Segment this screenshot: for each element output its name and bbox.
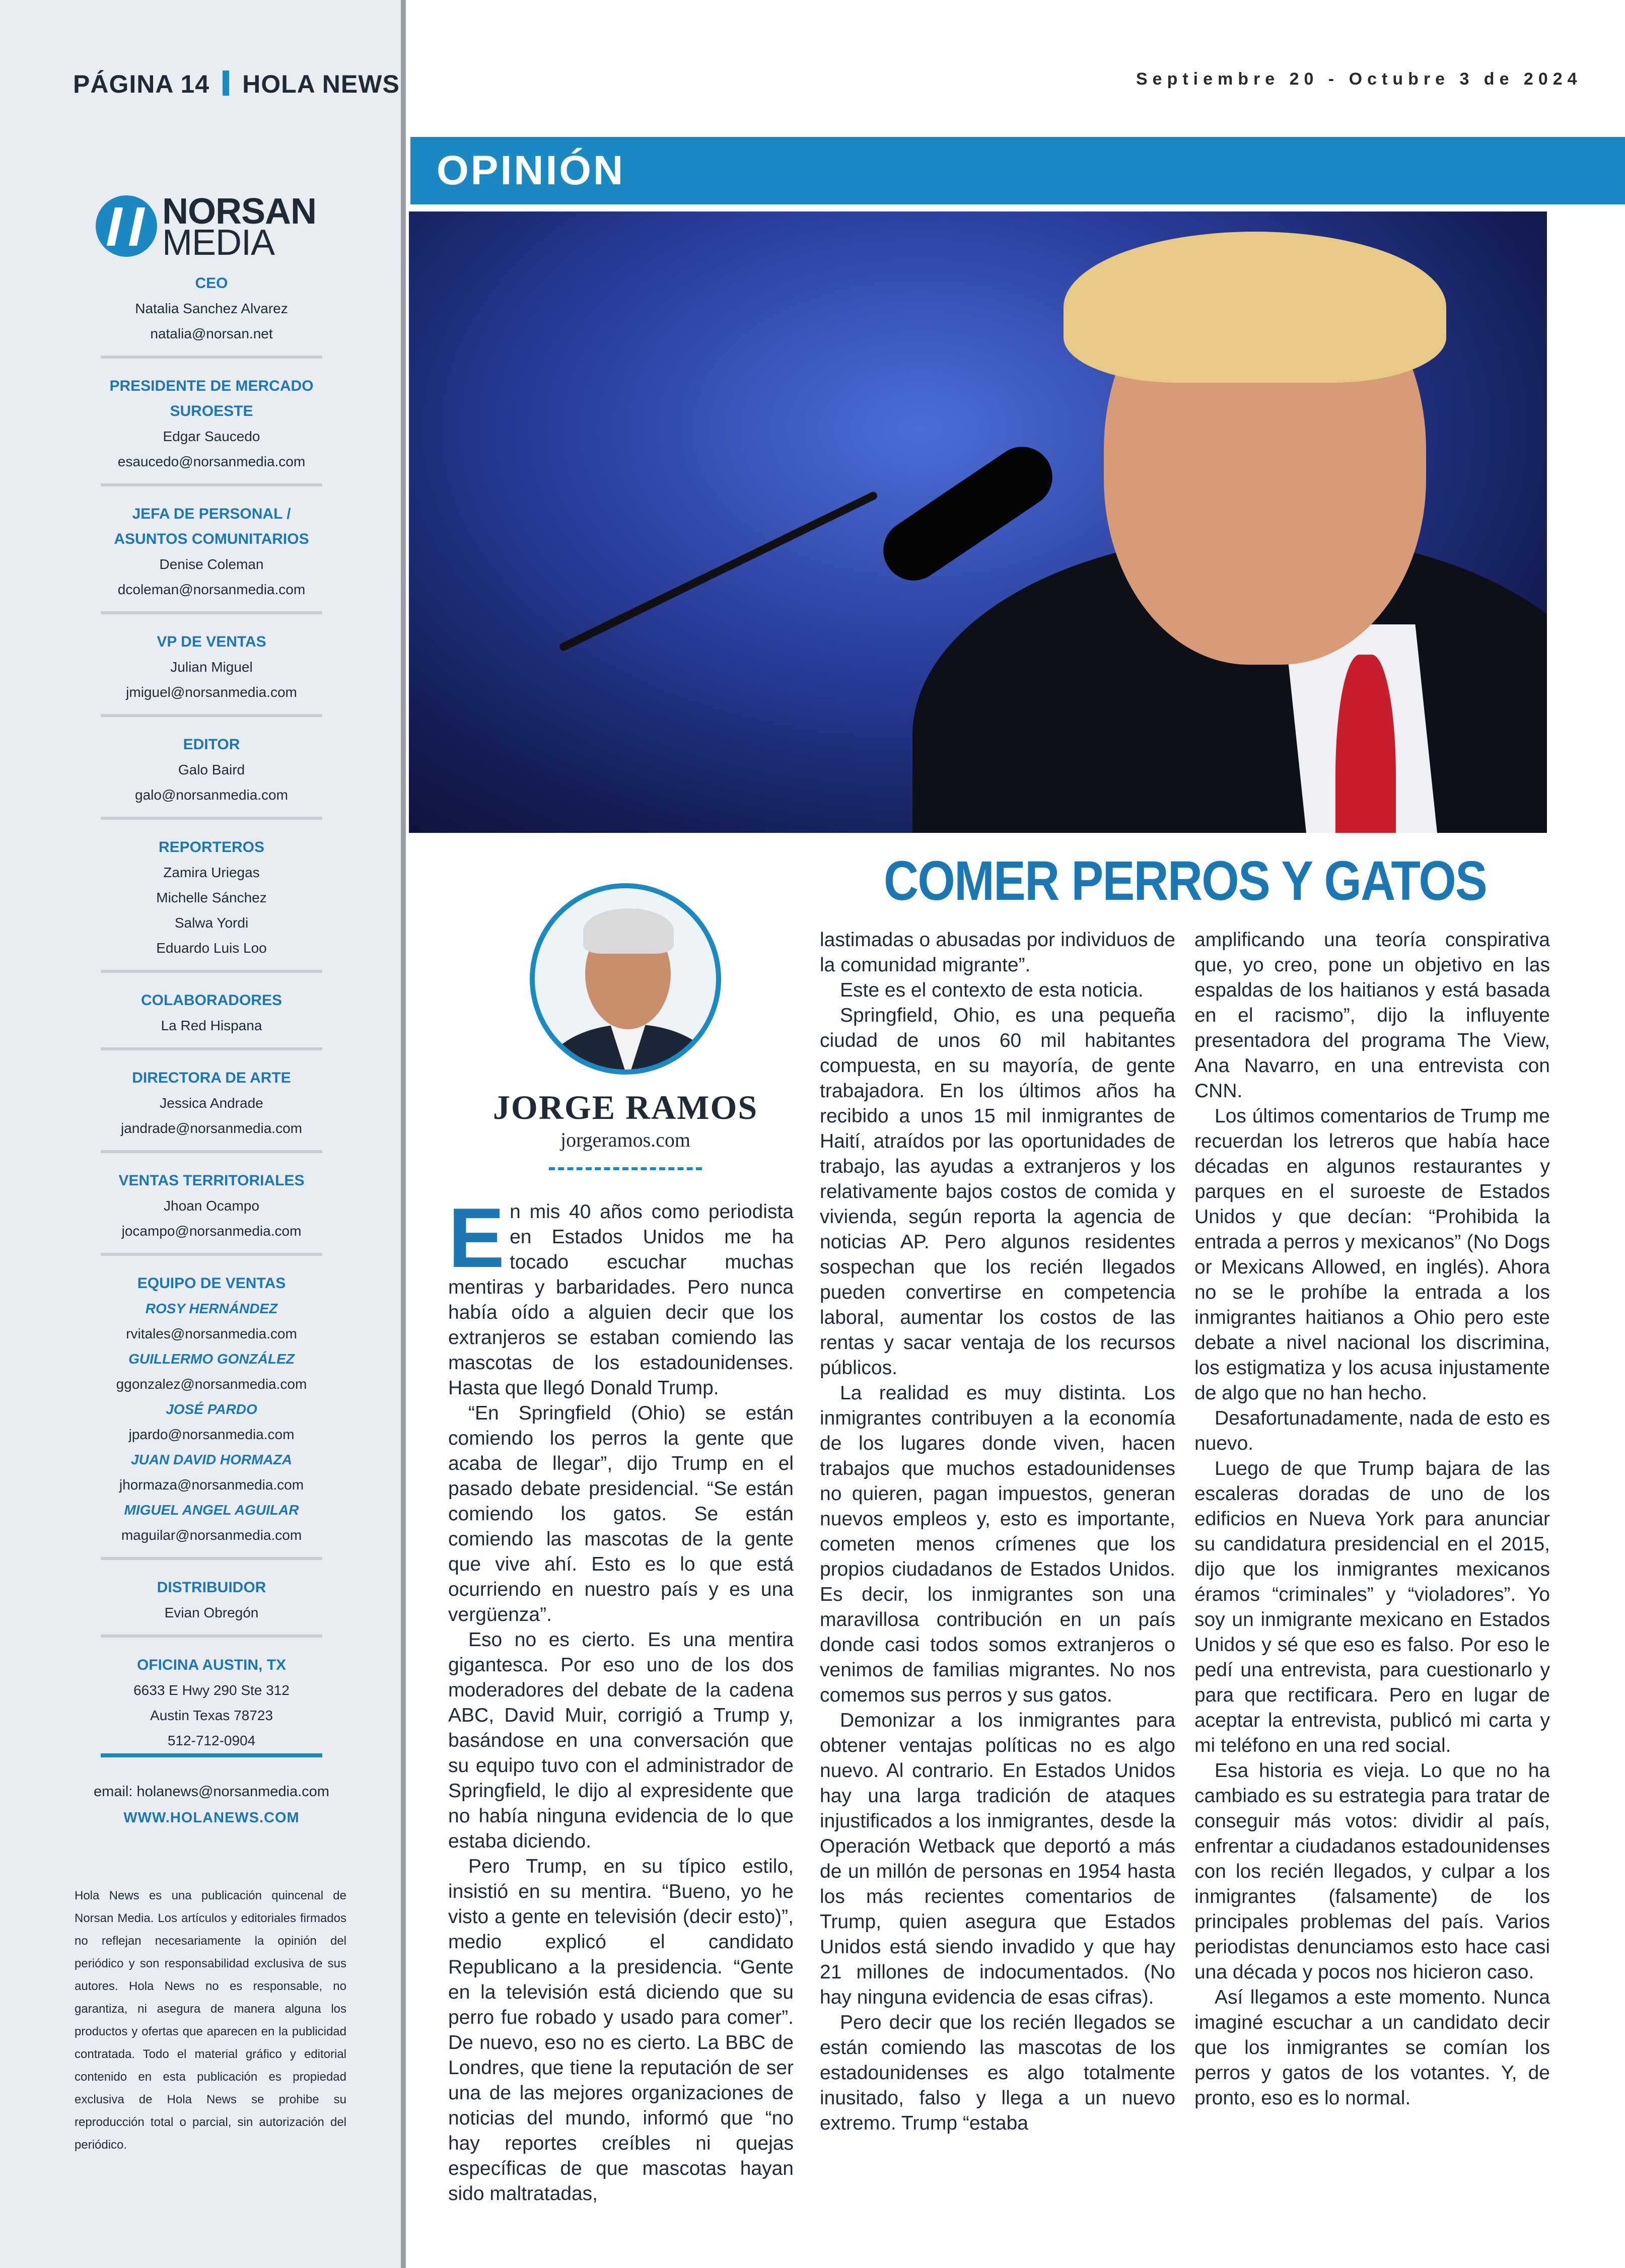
staff-section bbox=[101, 988, 322, 1050]
staff-title: OFICINA AUSTIN, TX bbox=[136, 1657, 287, 1673]
article-paragraph: Eso no es cierto. Es una mentira gigantesca. Por eso uno de los dos moderadores del debate de la cadena ABC, David Muir, corrigió a Trump y, basándose en una conversación que su equipo tuvo con el administrador de Springfield, le dijo al expresidente que no había ninguna evidencia de lo que estaba diciendo. bbox=[448, 1629, 794, 1852]
staff-title: REPORTEROS bbox=[158, 839, 265, 856]
publication-name: HOLA NEWS bbox=[242, 70, 400, 98]
article-paragraph: “En Springfield (Ohio) se están comiendo los perros la gente que acaba de llegar”, dijo Trump en el pasado debate presidencial. “Se están comiendo los gatos. Se están comiendo las mascotas de la gente que vive ahí. Esto es lo que está ocurriendo en nuestro país y es una vergüenza”. bbox=[448, 1402, 794, 1625]
norsan-logo-icon bbox=[96, 195, 157, 257]
norsan-media-logo bbox=[96, 191, 327, 262]
microphone-arm bbox=[558, 490, 878, 652]
staff-name: Evian Obregón bbox=[164, 1605, 259, 1620]
staff-section bbox=[101, 502, 322, 614]
microphone-icon bbox=[872, 435, 1064, 592]
staff-name: Jhoan Ocampo bbox=[164, 1198, 259, 1214]
issue-date: Septiembre 20 - Octubre 3 de 2024 bbox=[1136, 69, 1582, 89]
page-label bbox=[73, 69, 400, 99]
article-headline: COMER PERROS Y GATOS bbox=[884, 850, 1487, 912]
sidebar-divider bbox=[101, 1753, 322, 1757]
author-divider bbox=[549, 1167, 702, 1173]
divider-bar bbox=[223, 70, 229, 96]
staff-name: Galo Baird bbox=[178, 762, 245, 777]
staff-section bbox=[101, 1066, 322, 1153]
sales-member-name: JUAN DAVID HORMAZA bbox=[131, 1452, 292, 1467]
photo-hair bbox=[1064, 232, 1446, 383]
article-column-1 bbox=[448, 1190, 794, 2207]
author-name: JORGE RAMOS bbox=[492, 1088, 758, 1126]
sales-member-email: ggonzalez@norsanmedia.com bbox=[116, 1376, 307, 1392]
office-section bbox=[101, 1653, 322, 1762]
staff-directory bbox=[101, 271, 322, 1778]
article-paragraph: Demonizar a los inmigrantes para obtener ventajas políticas no es algo nuevo. Al contrario. En Estados Unidos hay una larga tradición de ataques injustificados a los inmigrantes, desde la Operación Wetback que deportó a más de un millón de personas en 1954 hasta los más recientes comentarios de Trump, quien asegura que Estados Unidos está siendo invadido y que hay 21 millones de indocumentados. (No hay ninguna evidencia de esas cifras). bbox=[820, 1710, 1175, 2008]
sales-member-email: maguilar@norsanmedia.com bbox=[121, 1527, 302, 1543]
staff-title: VP DE VENTAS bbox=[157, 633, 266, 650]
logo-word-2: MEDIA bbox=[162, 223, 275, 263]
article-column-2 bbox=[820, 928, 1175, 2136]
section-header bbox=[410, 137, 1625, 204]
office-address: 6633 E Hwy 290 Ste 312 bbox=[133, 1682, 290, 1698]
staff-section bbox=[101, 271, 322, 359]
staff-email: jmiguel@norsanmedia.com bbox=[126, 684, 297, 700]
sales-member-email: rvitales@norsanmedia.com bbox=[126, 1326, 297, 1341]
article-column-3 bbox=[1194, 928, 1550, 2111]
article-paragraph: Desafortunadamente, nada de esto es nuevo. bbox=[1194, 1407, 1550, 1454]
sales-member-name: GUILLERMO GONZÁLEZ bbox=[128, 1351, 295, 1367]
website-link[interactable]: WWW.HOLANEWS.COM bbox=[123, 1810, 300, 1826]
staff-name: Zamira Uriegas bbox=[163, 865, 260, 880]
article-paragraph: Luego de que Trump bajara de las escaleras doradas de uno de los edificios en Nueva York para anunciar su candidatura presidencial en el 2015, dijo que los inmigrantes mexicanos éramos “criminales” y “violadores”. Yo soy un inmigrante mexicano en Estados Unidos y sé que eso es falso. Por eso le pedí una entrevista, para cuestionarlo y para que rectificara. Pero en lugar de aceptar la entrevista, publicó mi carta y mi teléfono en una red social. bbox=[1194, 1458, 1550, 1756]
page-number: PÁGINA 14 bbox=[73, 70, 210, 98]
staff-name: Eduardo Luis Loo bbox=[156, 940, 267, 956]
staff-email: galo@norsanmedia.com bbox=[135, 787, 288, 803]
sales-member-email: jhormaza@norsanmedia.com bbox=[119, 1477, 304, 1493]
article-paragraph: Así llegamos a este momento. Nunca imaginé escuchar a un candidato decir que los inmigrantes se comían los perros y gatos de los votantes. Y, de pronto, eso es lo normal. bbox=[1194, 1987, 1550, 2109]
staff-email: jocampo@norsanmedia.com bbox=[121, 1223, 302, 1239]
staff-name: Jessica Andrade bbox=[160, 1095, 263, 1111]
article-paragraph: Springfield, Ohio, es una pequeña ciudad de unos 60 mil habitantes compuesta, en su mayoría, de gente trabajadora. En los últimos años ha recibido a unos 15 mil inmigrantes de Haití, atraídos por las oportunidades de trabajo, las ayudas a extranjeros y los relativamente bajos costos de comida y vivienda, según reporta la agencia de noticias AP. Pero algunos residentes sospechan que los recién llegados pueden convertirse en competencia laboral, aumentar los costos de las rentas y sacar ventaja de los recursos públicos. bbox=[820, 1005, 1175, 1379]
article-paragraph: La realidad es muy distinta. Los inmigrantes contribuyen a la economía de los lugares donde viven, hacen trabajos que muchos estadounidenses no quieren, pagan impuestos, generan nuevos empleos y, esto es importante, cometen menos crímenes que los propios ciudadanos de Estados Unidos. Es decir, los inmigrantes son una maravillosa contribución en un país donde casi todos somos extranjeros o venimos de familias migrantes. No nos comemos sus perros y sus gatos. bbox=[820, 1382, 1175, 1706]
article-paragraph: Este es el contexto de esta noticia. bbox=[840, 979, 1144, 1001]
staff-name: Julian Miguel bbox=[170, 659, 253, 675]
article-paragraph: Esa historia es vieja. Lo que no ha cambiado es su estrategia para tratar de conseguir más votos: dividir al país, enfrentar a ciudadanos estadounidenses con los recién llegados, y culpar a los inmigrantes (falsamente) de los principales problemas del país. Varios periodistas denunciamos esto hace casi una década y pocos nos hicieron caso. bbox=[1194, 1760, 1550, 1983]
staff-email: esaucedo@norsanmedia.com bbox=[117, 454, 306, 469]
staff-email: jandrade@norsanmedia.com bbox=[121, 1120, 302, 1136]
distributor-section bbox=[101, 1575, 322, 1638]
staff-title: DISTRIBUIDOR bbox=[157, 1579, 266, 1596]
staff-title: DIRECTORA DE ARTE bbox=[132, 1070, 291, 1086]
staff-section bbox=[101, 374, 322, 486]
staff-section bbox=[101, 1168, 322, 1256]
staff-name: Denise Coleman bbox=[159, 556, 264, 572]
staff-name: Edgar Saucedo bbox=[163, 429, 260, 444]
sales-member-name: JOSÉ PARDO bbox=[166, 1401, 257, 1417]
logo-word-1: NORSAN bbox=[162, 191, 317, 232]
staff-title: CEO bbox=[195, 275, 228, 292]
sales-member-name: MIGUEL ANGEL AGUILAR bbox=[124, 1502, 299, 1518]
sales-member-name: ROSY HERNÁNDEZ bbox=[145, 1301, 278, 1316]
staff-name: Salwa Yordi bbox=[174, 915, 249, 931]
staff-name: Natalia Sanchez Alvarez bbox=[135, 301, 288, 316]
staff-title: EDITOR bbox=[183, 736, 240, 753]
staff-name: Michelle Sánchez bbox=[156, 890, 267, 905]
staff-title: VENTAS TERRITORIALES bbox=[118, 1172, 305, 1189]
masthead-sidebar bbox=[0, 0, 406, 2268]
article-paragraph: En mis 40 años como periodista en Estados Unidos me ha tocado escuchar muchas mentiras y barbaridades. Pero nunca había oído a alguien decir que los extranjeros se estaban comiendo las mascotas de los estadounidenses. Hasta que llegó Donald Trump. bbox=[448, 1190, 794, 1399]
office-phone: 512-712-0904 bbox=[167, 1733, 256, 1748]
staff-name: La Red Hispana bbox=[161, 1018, 262, 1033]
photo-tie bbox=[1335, 655, 1396, 833]
staff-title: COLABORADORES bbox=[140, 992, 282, 1009]
staff-title: EQUIPO DE VENTAS bbox=[137, 1275, 286, 1292]
contact-email: email: holanews@norsanmedia.com bbox=[94, 1784, 329, 1800]
sales-team-section bbox=[101, 1271, 322, 1560]
staff-section bbox=[101, 629, 322, 717]
author-avatar bbox=[530, 883, 721, 1075]
staff-section bbox=[101, 732, 322, 820]
contact-block bbox=[76, 1779, 347, 1831]
article-paragraph: lastimadas o abusadas por individuos de la comunidad migrante”. bbox=[820, 929, 1175, 976]
avatar-hair bbox=[583, 908, 674, 954]
staff-email: natalia@norsan.net bbox=[150, 326, 273, 341]
section-title: OPINIÓN bbox=[437, 148, 625, 193]
staff-email: dcoleman@norsanmedia.com bbox=[117, 582, 306, 597]
author-website[interactable]: jorgeramos.com bbox=[560, 1128, 691, 1151]
staff-title: JEFA DE PERSONAL / ASUNTOS COMUNITARIOS bbox=[114, 506, 309, 547]
staff-title: PRESIDENTE DE MERCADO SUROESTE bbox=[109, 378, 314, 419]
article-paragraph: Pero Trump, en su típico estilo, insistió en su mentira. “Bueno, yo he visto a gente en televisión (decir esto)”, medio explicó el candidato Republicano a la presidencia. “Gente en la televisión está diciendo que su perro fue robado y usado para comer”. De nuevo, eso no es cierto. La BBC de Londres, que tiene la reputación de ser una de las mejores organizaciones de noticias del mundo, informó que “no hay reportes creíbles ni quejas específicas de que mascotas hayan sido maltratadas, bbox=[448, 1856, 794, 2205]
sales-member-email: jpardo@norsanmedia.com bbox=[128, 1427, 295, 1442]
article-paragraph: Pero decir que los recién llegados se están comiendo las mascotas de los estadounidenses es algo totalmente inusitado, falso y llega a un nuevo extremo. Trump “estaba bbox=[820, 2012, 1175, 2134]
disclaimer-text: Hola News es una publicación quincenal de Norsan Media. Los artículos y editoriales firmados no reflejan necesariamente la opinión del periódico y son responsabilidad exclusiva de sus autores. Hola News no es responsable, no garantiza, ni asegura de manera alguna los productos y ofertas que aparecen en la publicidad contratada. Todo el material gráfico y editorial contenido en esta publicación es propiedad exclusiva de Hola News se prohibe su reproducción total o parcial, sin autorización del periódico. bbox=[75, 1889, 346, 2152]
lead-photo bbox=[409, 211, 1547, 833]
office-city: Austin Texas 78723 bbox=[150, 1708, 273, 1723]
staff-section bbox=[101, 835, 322, 973]
drop-cap: E bbox=[448, 1190, 505, 1285]
article-paragraph: amplificando una teoría conspirativa que, yo creo, pone un objetivo en las espaldas de los haitianos y está basada en el racismo”, dijo la influyente presentadora del programa The View, Ana Navarro, en una entrevista con CNN. bbox=[1194, 929, 1550, 1102]
article-paragraph: Los últimos comentarios de Trump me recuerdan los letreros que había hace décadas en algunos restaurantes y parques en el suroeste de Estados Unidos y que decían: “Prohibida la entrada a perros y mexicanos” (No Dogs or Mexicans Allowed, en inglés). Ahora no se le prohíbe la entrada a los inmigrantes haitianos a Ohio pero este debate a nivel nacional los discrimina, los estigmatiza y los acusa injustamente de algo que no han hecho. bbox=[1194, 1105, 1550, 1404]
